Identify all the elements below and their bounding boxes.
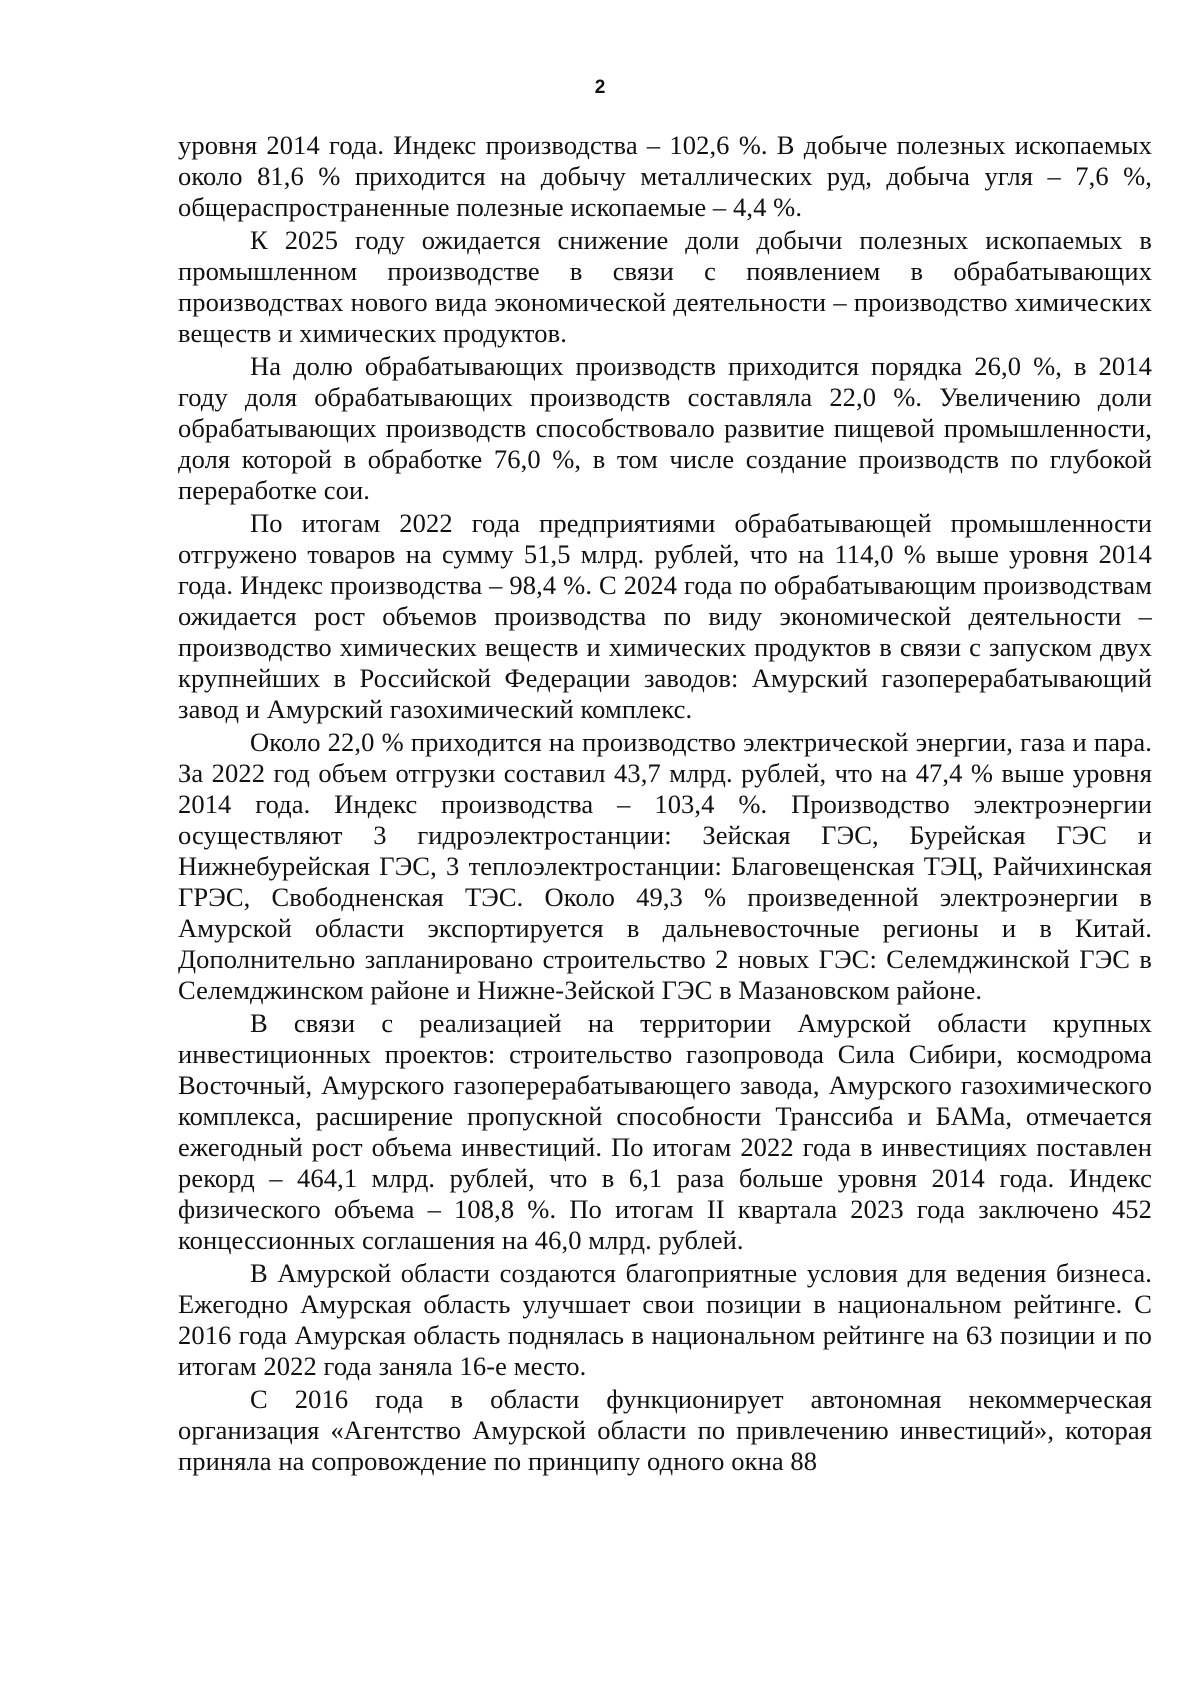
paragraph-energy: Около 22,0 % приходится на производство электрической энергии, газа и пара. За 2022 год объем отгрузки составил 43,7 млрд. рублей, что на 47,4 % выше уровня 2014 года. Индекс производства – 103,4 %. Производство электроэнергии осуществляют 3 гидроэлектростанции: Зейская ГЭС, Бурейская ГЭС и Нижнебурейская ГЭС, 3 теплоэлектростанции: Благовещенская ТЭЦ, Райчихинская ГРЭС, Свободненская ТЭС. Около 49,3 % произведенной электроэнергии в Амурской области экспортируется в дальневосточные регионы и в Китай. Дополнительно запланировано строительство 2 новых ГЭС: Селемджинской ГЭС в Селемджинском районе и Нижне-Зейской ГЭС в Мазановском районе. bbox=[178, 727, 1152, 1005]
paragraph-manufacturing-share: На долю обрабатывающих производств приходится порядка 26,0 %, в 2014 году доля обрабатывающих производств составляла 22,0 %. Увеличению доли обрабатывающих производств способствовало развитие пищевой промышленности, доля которой в обработке 76,0 %, в том числе создание производств по глубокой переработке сои. bbox=[178, 351, 1152, 505]
paragraph-manufacturing-2022: По итогам 2022 года предприятиями обрабатывающей промышленности отгружено товаров на сумму 51,5 млрд. рублей, что на 114,0 % выше уровня 2014 года. Индекс производства – 98,4 %. С 2024 года по обрабатывающим производствам ожидается рост объемов производства по виду экономической деятельности – производство химических веществ и химических продуктов в связи с запуском двух крупнейших в Российской Федерации заводов: Амурский газоперерабатывающий завод и Амурский газохимический комплекс. bbox=[178, 508, 1152, 724]
paragraph-mining-continuation: уровня 2014 года. Индекс производства – 102,6 %. В добыче полезных ископаемых около 81,6 % приходится на добычу металлических руд, добыча угля – 7,6 %, общераспространенные полезные ископаемые – 4,4 %. bbox=[178, 130, 1152, 222]
paragraph-2025-forecast: К 2025 году ожидается снижение доли добычи полезных ископаемых в промышленном производстве в связи с появлением в обрабатывающих производствах нового вида экономической деятельности – производство химических веществ и химических продуктов. bbox=[178, 225, 1152, 348]
page-number: 2 bbox=[594, 77, 606, 98]
paragraph-investments: В связи с реализацией на территории Амурской области крупных инвестиционных проектов: строительство газопровода Сила Сибири, космодрома Восточный, Амурского газоперерабатывающего завода, Амурского газохимического комплекса, расширение пропускной способности Транссиба и БАМа, отмечается ежегодный рост объема инвестиций. По итогам 2022 года в инвестициях поставлен рекорд – 464,1 млрд. рублей, что в 6,1 раза больше уровня 2014 года. Индекс физического объема – 108,8 %. По итогам II квартала 2023 года заключено 452 концессионных соглашения на 46,0 млрд. рублей. bbox=[178, 1008, 1152, 1255]
paragraph-investment-agency: С 2016 года в области функционирует автономная некоммерческая организация «Агентство Амурской области по привлечению инвестиций», которая приняла на сопровождение по принципу одного окна 88 bbox=[178, 1384, 1152, 1476]
document-body bbox=[178, 130, 1152, 1479]
paragraph-business-rating: В Амурской области создаются благоприятные условия для ведения бизнеса. Ежегодно Амурская область улучшает свои позиции в национальном рейтинге. С 2016 года Амурская область поднялась в национальном рейтинге на 63 позиции и по итогам 2022 года заняла 16-е место. bbox=[178, 1258, 1152, 1381]
